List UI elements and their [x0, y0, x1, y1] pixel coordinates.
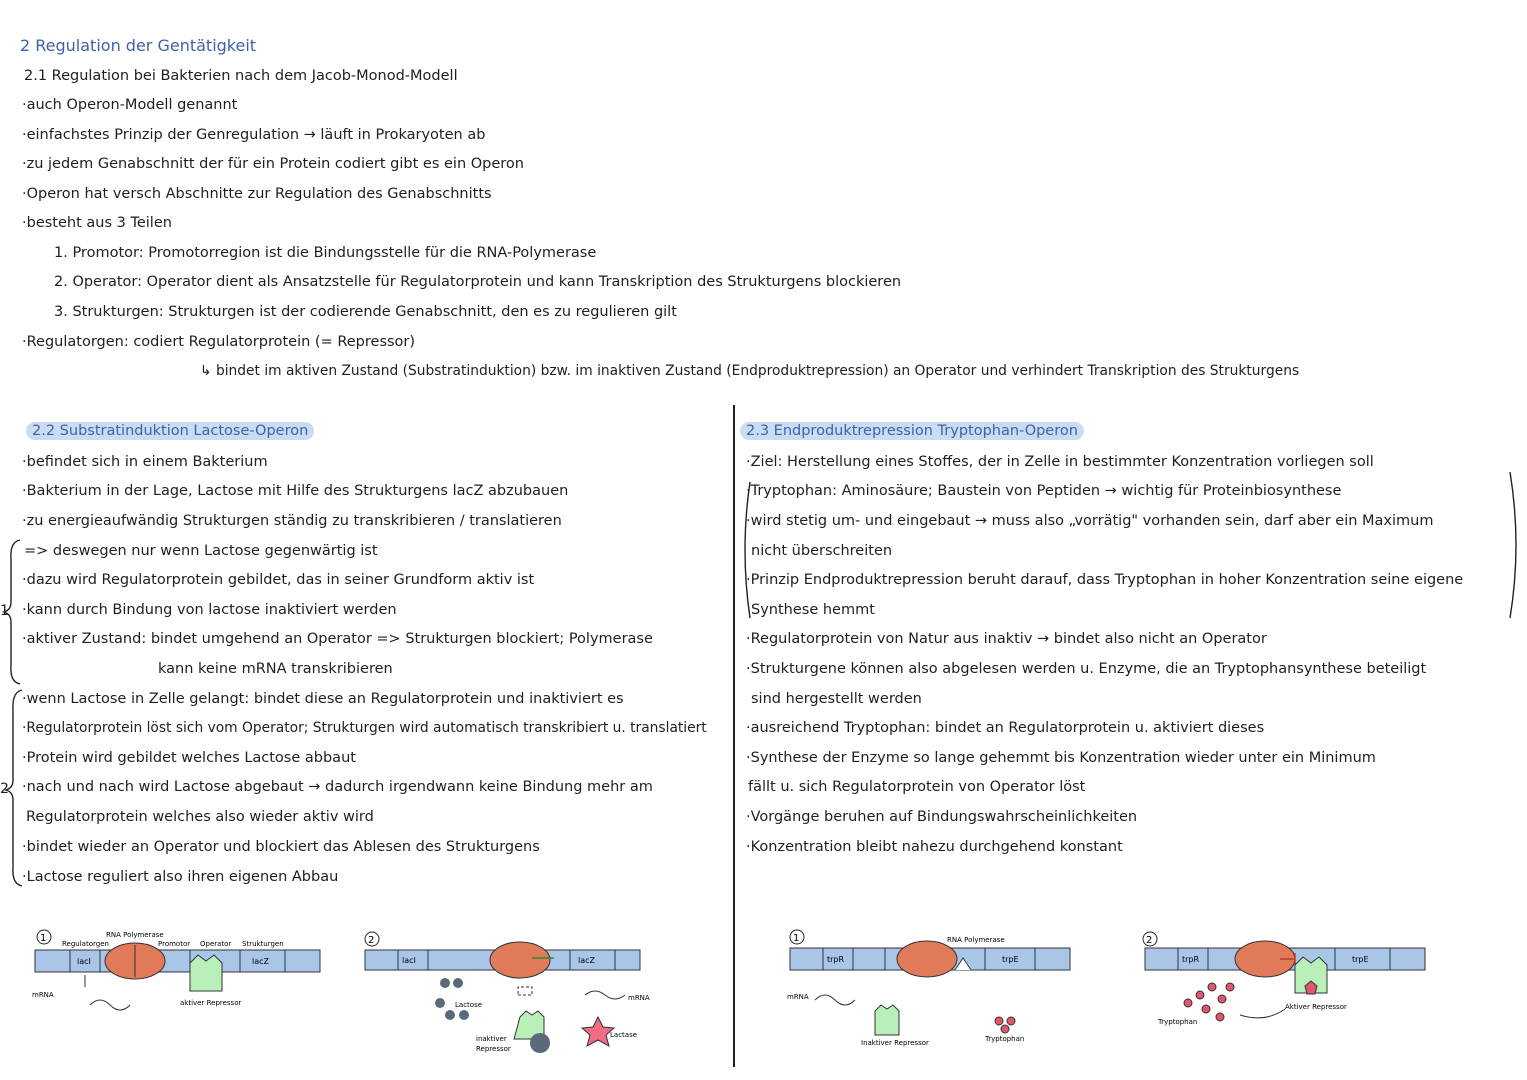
- gene-trpr: trpR: [1182, 955, 1200, 964]
- intro-list-item: 1. Promotor: Promotorregion ist die Bindungsstelle für die RNA-Polymerase: [54, 245, 597, 261]
- intro-line: ·zu jedem Genabschnitt der für ein Protein codiert gibt es ein Operon: [22, 156, 524, 172]
- right-line: nicht überschreiten: [751, 543, 893, 559]
- column-divider: [733, 405, 735, 1067]
- label-repressor: aktiver Repressor: [180, 999, 242, 1007]
- intro-list-item: 3. Strukturgen: Strukturgen ist der codierende Genabschnitt, den es zu regulieren gilt: [54, 304, 677, 320]
- label-repressor: Aktiver Repressor: [1285, 1003, 1347, 1011]
- paren-left: [738, 480, 752, 620]
- diagram-trp-2: [1140, 925, 1430, 1035]
- gene-trpr: trpR: [827, 955, 845, 964]
- right-line: fällt u. sich Regulatorprotein von Operator löst: [748, 779, 1086, 795]
- left-line: ·Regulatorprotein löst sich vom Operator; Strukturgen wird automatisch transkribiert u. translatiert: [22, 720, 707, 736]
- right-line: Synthese hemmt: [751, 602, 875, 618]
- step-number: 1: [40, 933, 47, 944]
- label-rna-polymerase: RNA Polymerase: [947, 936, 1005, 944]
- lactose-bound: [530, 1033, 550, 1053]
- gene-trpe: trpE: [1002, 955, 1019, 964]
- label-mrna: mRNA: [628, 994, 650, 1002]
- label-lactase: Lactase: [610, 1031, 638, 1039]
- label-strukturgen: Strukturgen: [242, 940, 284, 948]
- intro-line: ·Regulatorgen: codiert Regulatorprotein (= Repressor): [22, 334, 416, 350]
- left-line: ·zu energieaufwändig Strukturgen ständig zu transkribieren / translatieren: [22, 513, 562, 529]
- label-inaktiver: inaktiver: [476, 1035, 507, 1043]
- label-mrna: mRNA: [787, 993, 809, 1001]
- left-line: ·wenn Lactose in Zelle gelangt: bindet diese an Regulatorprotein und inaktiviert es: [22, 691, 624, 707]
- mrna-strand: [90, 1000, 130, 1010]
- right-line: ·Vorgänge beruhen auf Bindungswahrscheinlichkeiten: [746, 809, 1138, 825]
- right-line: sind hergestellt werden: [751, 691, 922, 707]
- label-operator: Operator: [200, 940, 232, 948]
- right-line: ·Konzentration bleibt nahezu durchgehend konstant: [746, 839, 1123, 855]
- left-line: Regulatorprotein welches also wieder aktiv wird: [26, 809, 374, 825]
- page-title: 2 Regulation der Gentätigkeit: [20, 36, 257, 55]
- step-number: 2: [368, 935, 375, 946]
- mrna-strand: [815, 995, 855, 1005]
- intro-line: ·einfachstes Prinzip der Genregulation → läuft in Prokaryoten ab: [22, 127, 486, 143]
- left-line: ·Lactose reguliert also ihren eigenen Abbau: [22, 869, 339, 885]
- left-line: kann keine mRNA transkribieren: [158, 661, 393, 677]
- intro-list-item: 2. Operator: Operator dient als Ansatzstelle für Regulatorprotein und kann Transkription des Strukturgens blockieren: [54, 274, 902, 290]
- diagram-trp-1: [785, 925, 1080, 1050]
- label-regulatorgen: Regulatorgen: [62, 940, 109, 948]
- intro-line: ↳ bindet im aktiven Zustand (Substratinduktion) bzw. im inaktiven Zustand (Endproduktrepression) an Operator und verhindert Transkription des Strukturgens: [200, 363, 1300, 379]
- left-line: ·Protein wird gebildet welches Lactose abbaut: [22, 750, 356, 766]
- arrow: [1240, 1009, 1285, 1018]
- intro-line: ·besteht aus 3 Teilen: [22, 215, 172, 231]
- right-line: ·Strukturgene können also abgelesen werden u. Enzyme, die an Tryptophansynthese beteiligt: [746, 661, 1427, 677]
- brace-label: 2: [0, 781, 9, 797]
- right-line: ·Prinzip Endproduktrepression beruht darauf, dass Tryptophan in hoher Konzentration seine eigene: [746, 572, 1464, 588]
- rna-polymerase: [490, 942, 550, 978]
- label-tryptophan: Tryptophan: [985, 1035, 1025, 1043]
- label-repressor: Repressor: [476, 1045, 511, 1053]
- label-rna-polymerase: RNA Polymerase: [106, 931, 164, 939]
- brace-label: 1: [0, 603, 9, 619]
- left-line: ·aktiver Zustand: bindet umgehend an Operator => Strukturgen blockiert; Polymerase: [22, 631, 653, 647]
- right-line: ·Ziel: Herstellung eines Stoffes, der in Zelle in bestimmter Konzentration vorliegen soll: [746, 454, 1374, 470]
- diagram-lac-2: [360, 925, 660, 1060]
- intro-line: ·Operon hat versch Abschnitte zur Regulation des Genabschnitts: [22, 186, 492, 202]
- right-line: ·Regulatorprotein von Natur aus inaktiv → bindet also nicht an Operator: [746, 631, 1267, 647]
- right-line: ·Tryptophan: Aminosäure; Baustein von Peptiden → wichtig für Proteinbiosynthese: [746, 483, 1342, 499]
- left-line: ·kann durch Bindung von lactose inaktiviert werden: [22, 602, 397, 618]
- gene-laci: lacI: [77, 957, 91, 966]
- gene-laci: lacI: [402, 956, 416, 965]
- section-2-1-heading: 2.1 Regulation bei Bakterien nach dem Jacob-Monod-Modell: [24, 68, 458, 84]
- left-line: ·befindet sich in einem Bakterium: [22, 454, 268, 470]
- right-line: ·ausreichend Tryptophan: bindet an Regulatorprotein u. aktiviert dieses: [746, 720, 1265, 736]
- inactive-repressor: [875, 1005, 899, 1035]
- label-tryptophan: Tryptophan: [1158, 1018, 1198, 1026]
- left-line: ·dazu wird Regulatorprotein gebildet, das in seiner Grundform aktiv ist: [22, 572, 535, 588]
- left-line: ·bindet wieder an Operator und blockiert das Ablesen des Strukturgens: [22, 839, 540, 855]
- label-lactose: Lactose: [455, 1001, 483, 1009]
- label-repressor: Inaktiver Repressor: [861, 1039, 929, 1047]
- intro-line: ·auch Operon-Modell genannt: [22, 97, 238, 113]
- rna-polymerase: [897, 941, 957, 977]
- active-repressor: [190, 955, 222, 991]
- gene-trpe: trpE: [1352, 955, 1369, 964]
- mrna-strand: [585, 991, 625, 999]
- gene-lacz: lacZ: [252, 957, 270, 966]
- left-line: ·Bakterium in der Lage, Lactose mit Hilfe des Strukturgens lacZ abzubauen: [22, 483, 569, 499]
- paren-right: [1508, 470, 1522, 620]
- right-line: ·wird stetig um- und eingebaut → muss also „vorrätig" vorhanden sein, darf aber ein Maximum: [746, 513, 1434, 529]
- left-line: ·nach und nach wird Lactose abgebaut → dadurch irgendwann keine Bindung mehr am: [22, 779, 653, 795]
- section-2-3-heading: 2.3 Endproduktrepression Tryptophan-Operon: [740, 422, 1084, 440]
- left-line: => deswegen nur wenn Lactose gegenwärtig ist: [24, 543, 378, 559]
- label-promotor: Promotor: [158, 940, 191, 948]
- section-2-2-heading: 2.2 Substratinduktion Lactose-Operon: [26, 422, 314, 440]
- label-mrna: mRNA: [32, 991, 54, 999]
- gene-lacz: lacZ: [578, 956, 596, 965]
- diagram-lac-1: [30, 925, 330, 1025]
- step-number: 1: [793, 933, 800, 944]
- right-line: ·Synthese der Enzyme so lange gehemmt bis Konzentration wieder unter ein Minimum: [746, 750, 1376, 766]
- step-number: 2: [1146, 935, 1153, 946]
